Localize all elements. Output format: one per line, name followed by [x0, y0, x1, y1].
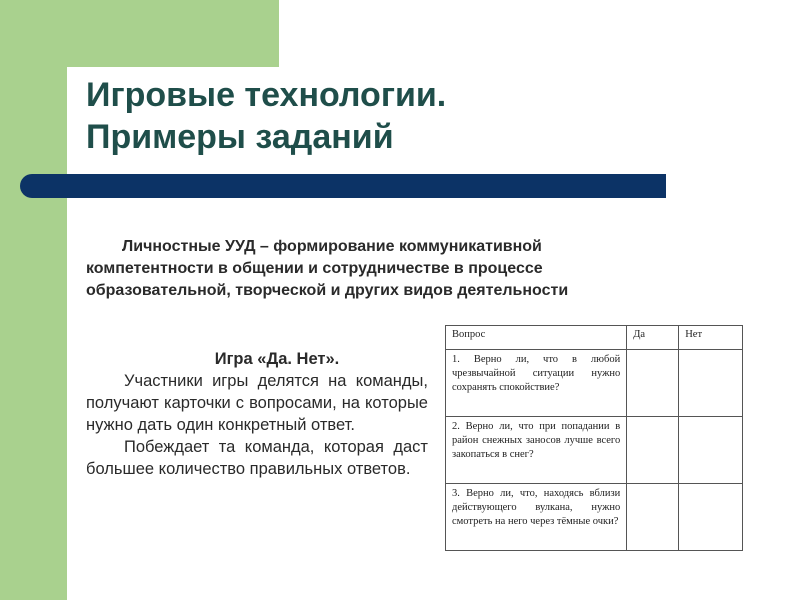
decorative-bar [20, 174, 666, 198]
subtitle-line3: образовательной, творческой и других видов деятельности [86, 282, 569, 299]
no-cell [679, 350, 743, 417]
game-description [86, 348, 428, 480]
table-header-row [446, 326, 743, 350]
decorative-green-top [0, 0, 279, 67]
no-cell [679, 417, 743, 484]
yes-cell [627, 484, 679, 551]
header-yes: Да [627, 326, 679, 350]
table-row [446, 417, 743, 484]
table-row [446, 484, 743, 551]
slide-title-line1: Игровые технологии. [86, 76, 447, 114]
game-paragraph-1: Участники игры делятся на команды, получают карточки с вопросами, на которые нужно дать один конкретный ответ. [86, 372, 428, 434]
slide-title [86, 74, 446, 158]
decorative-green-side [0, 0, 67, 600]
yes-cell [627, 350, 679, 417]
question-cell: 2. Верно ли, что при попадании в район снежных заносов лучше всего закопаться в снег? [446, 417, 627, 484]
question-cell: 1. Верно ли, что в любой чрезвычайной ситуации нужно сохранять спокойствие? [446, 350, 627, 417]
header-no: Нет [679, 326, 743, 350]
no-cell [679, 484, 743, 551]
yes-cell [627, 417, 679, 484]
subtitle [86, 236, 696, 302]
header-question: Вопрос [446, 326, 627, 350]
questions-table [445, 325, 743, 551]
subtitle-line1: Личностные УУД – формирование коммуникативной [122, 238, 542, 255]
question-cell: 3. Верно ли, что, находясь вблизи действующего вулкана, нужно смотреть на него через тёмные очки? [446, 484, 627, 551]
game-title: Игра «Да. Нет». [214, 350, 340, 368]
subtitle-line2: компетентности в общении и сотрудничестве в процессе [86, 260, 543, 277]
slide-title-line2: Примеры заданий [86, 118, 394, 156]
game-paragraph-2: Побеждает та команда, которая даст большее количество правильных ответов. [86, 438, 428, 478]
table-row [446, 350, 743, 417]
